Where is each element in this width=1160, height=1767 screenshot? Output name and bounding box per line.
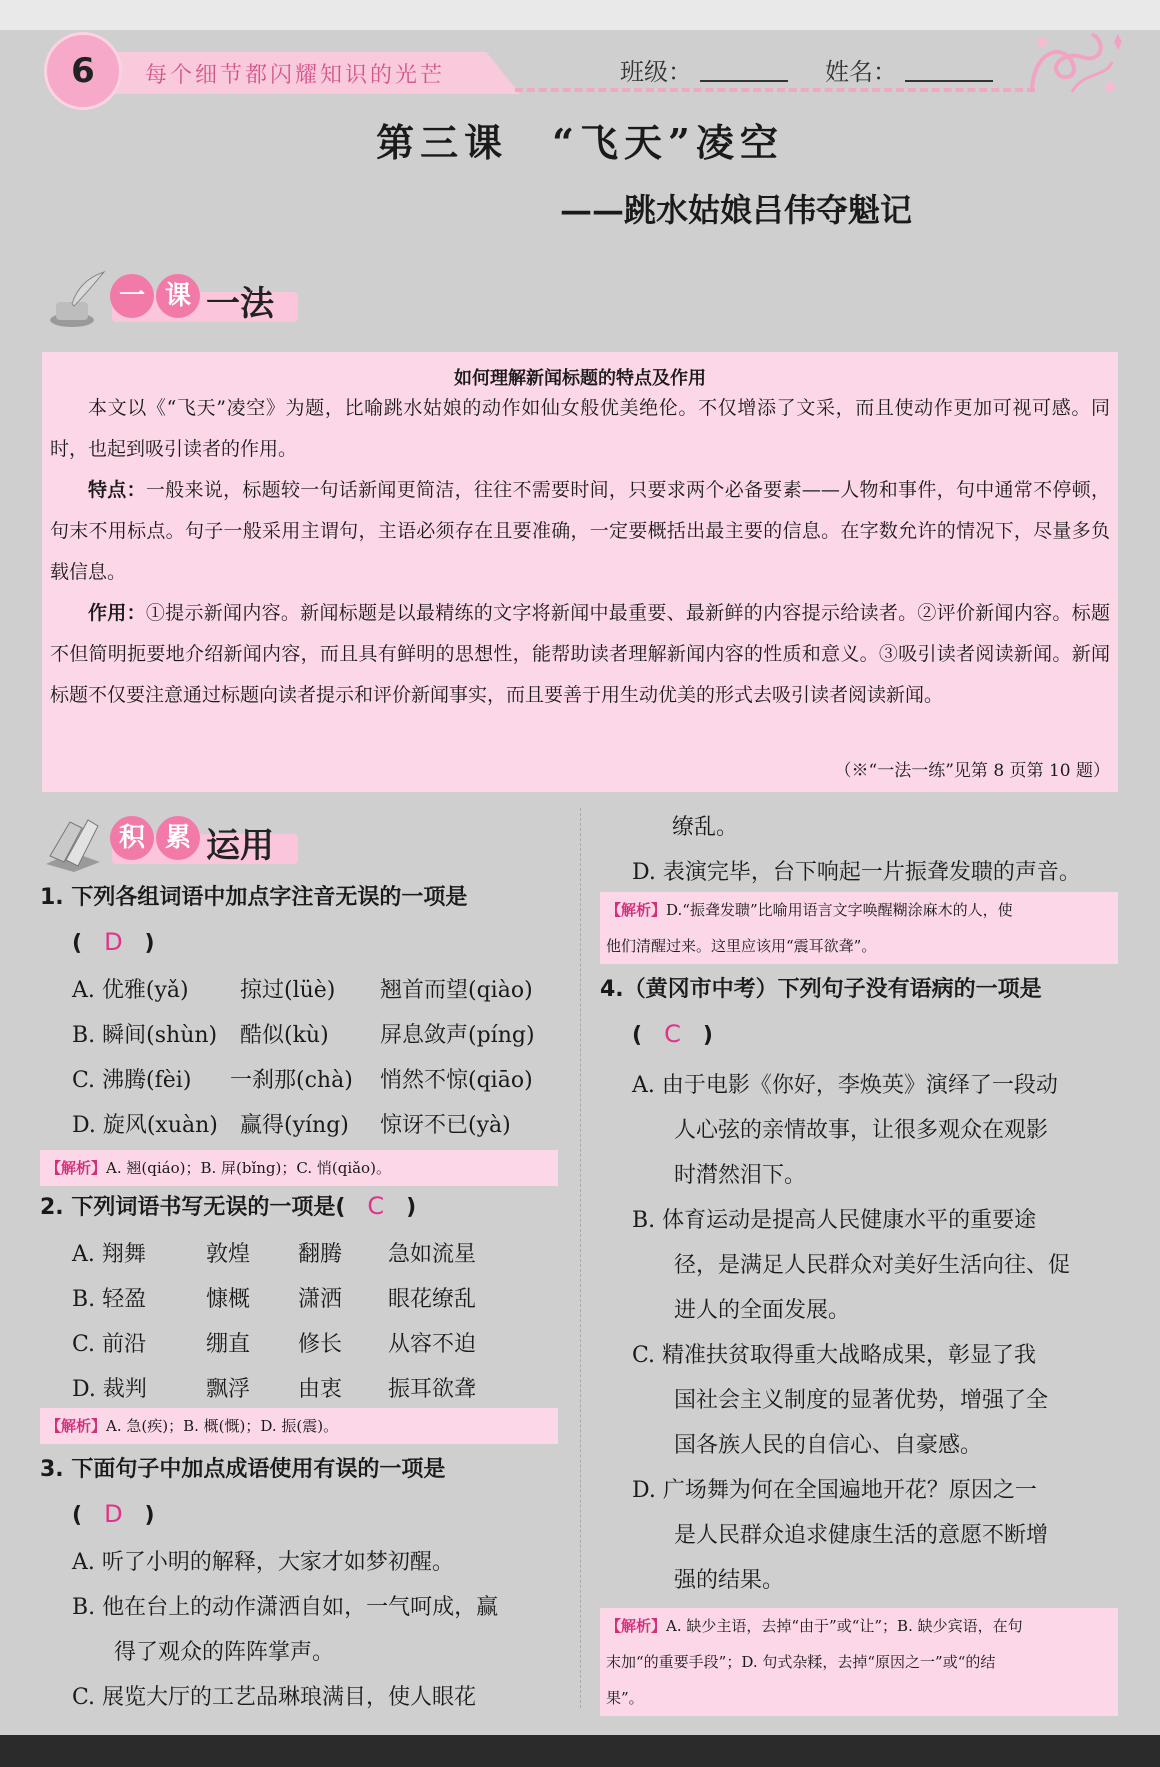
q1-explanation-text: A. 翘(qiáo)；B. 屏(bǐng)；C. 悄(qiǎo)。 — [106, 1159, 391, 1177]
q2-explanation-text: A. 急(疾)；B. 概(慨)；D. 振(震)。 — [106, 1417, 339, 1435]
q2-option-d-1: D. 裁判 — [72, 1377, 147, 1402]
q3-explanation-line2: 他们清醒过来。这里应该用“震耳欲聋”。 — [606, 937, 877, 955]
q3-explanation-tag: 【解析】 — [606, 901, 667, 919]
q1-option-a-word2: 掠过(lüè) — [240, 978, 336, 1003]
features-text: 一般来说，标题较一句话新闻更简洁，往往不需要时间，只要求两个必备要素——人物和事件，句中通常不停顿，句末不用标点。句子一般采用主谓句，主语必须存在且要准确，一定要概括出最主要的信息。在字数允许的情况下，尽量多负载信息。 — [50, 479, 1110, 583]
q4-explanation-line1: A. 缺少主语，去掉“由于”或“让”；B. 缺少宾语，在句 — [666, 1617, 1023, 1635]
q3-stem: 3. 下面句子中加点成语使用有误的一项是 — [40, 1457, 446, 1482]
flourish-decoration-icon — [1022, 22, 1122, 102]
q3-explanation-line1: D.“振聋发聩”比喻用语言文字唤醒糊涂麻木的人，使 — [666, 901, 1013, 919]
header-motto: 每个细节都闪耀知识的光芒 — [145, 63, 446, 88]
q2-option-a-4: 急如流星 — [388, 1242, 477, 1267]
q2-option-c-2: 绷直 — [206, 1332, 251, 1357]
q1-option-d-word3: 惊讶不已(yà) — [380, 1113, 511, 1138]
q4-explanation-line2: 末加“的重要手段”；D. 句式杂糅，去掉“原因之一”或“的结 — [606, 1653, 996, 1671]
q1-option-d-word1: D. 旋风(xuàn) — [72, 1113, 218, 1138]
q2-explanation — [40, 1408, 558, 1444]
q4-option-b-line1: B. 体育运动是提高人民健康水平的重要途 — [632, 1208, 1037, 1233]
q2-answer: C — [367, 1192, 385, 1220]
q4-option-d-line3: 强的结果。 — [674, 1568, 785, 1593]
q4-option-b-line3: 进人的全面发展。 — [674, 1298, 851, 1323]
q4-option-c-line1: C. 精准扶贫取得重大战略成果，彰显了我 — [632, 1343, 1037, 1368]
q2-option-a-3: 翻腾 — [298, 1242, 343, 1267]
functions-label: 作用： — [88, 602, 146, 624]
method-circle-1: 一 — [110, 274, 154, 318]
q1-option-c-word2: 一刹那(chà) — [230, 1068, 353, 1093]
q4-option-d-line2: 是人民群众追求健康生活的意愿不断增 — [674, 1523, 1049, 1548]
q1-option-b-word2: 酷似(kù) — [240, 1023, 329, 1048]
q1-answer: D — [104, 928, 123, 956]
q2-option-b-1: B. 轻盈 — [72, 1287, 147, 1312]
q2-option-b-3: 潇洒 — [298, 1287, 343, 1312]
method-paragraph-3 — [50, 593, 1110, 716]
page-number: 6 — [44, 32, 122, 110]
books-icon — [42, 812, 106, 872]
q4-option-c-line2: 国社会主义制度的显著优势，增强了全 — [674, 1388, 1049, 1413]
q4-option-b-line2: 径，是满足人民群众对美好生活向往、促 — [674, 1253, 1071, 1278]
q1-option-b-word1: B. 瞬间(shùn) — [72, 1023, 218, 1048]
q2-option-c-1: C. 前沿 — [72, 1332, 147, 1357]
q1-answer-blank: ( D ) — [72, 928, 155, 956]
q1-stem: 1. 下列各组词语中加点字注音无误的一项是 — [40, 885, 468, 910]
q2-option-d-4: 振耳欲聋 — [388, 1377, 477, 1402]
method-paragraph-2 — [50, 470, 1110, 593]
q4-answer-blank: ( C ) — [632, 1020, 713, 1048]
viewer-bottom-bar — [0, 1735, 1160, 1767]
q2-stem: 2. 下列词语书写无误的一项是( C ) — [40, 1192, 417, 1220]
name-blank — [905, 80, 993, 82]
q3-answer-blank: ( D ) — [72, 1500, 155, 1528]
method-heading-text: 一法 — [206, 284, 274, 324]
q2-option-b-4: 眼花缭乱 — [388, 1287, 477, 1312]
q2-stem-text: 2. 下列词语书写无误的一项是( — [40, 1195, 346, 1220]
q2-option-a-1: A. 翔舞 — [72, 1242, 146, 1267]
q2-option-d-2: 飘浮 — [206, 1377, 251, 1402]
q1-option-c-word1: C. 沸腾(fèi) — [72, 1068, 192, 1093]
q2-option-b-2: 慷概 — [206, 1287, 251, 1312]
q4-option-a-line3: 时潸然泪下。 — [674, 1163, 807, 1188]
name-label: 姓名： — [825, 58, 897, 86]
q3-option-d: D. 表演完毕，台下响起一片振聋发聩的声音。 — [632, 860, 1081, 885]
q1-explanation-tag: 【解析】 — [46, 1159, 107, 1177]
q2-option-c-4: 从容不迫 — [388, 1332, 477, 1357]
q3-option-b-line1: B. 他在台上的动作潇洒自如，一气呵成，赢 — [72, 1595, 499, 1620]
q1-explanation — [40, 1150, 558, 1186]
method-circle-2: 课 — [156, 274, 200, 318]
q4-explanation — [600, 1608, 1118, 1716]
q3-answer: D — [104, 1500, 123, 1528]
q3-option-b-line2: 得了观众的阵阵掌声。 — [114, 1640, 335, 1665]
q4-option-a-line2: 人心弦的亲情故事，让很多观众在观影 — [674, 1118, 1049, 1143]
q4-option-d-line1: D. 广场舞为何在全国遍地开花？原因之一 — [632, 1478, 1037, 1503]
q2-option-d-3: 由衷 — [298, 1377, 343, 1402]
method-box — [42, 352, 1118, 792]
q4-stem: 4.（黄冈市中考）下列句子没有语病的一项是 — [600, 977, 1042, 1002]
q3-option-a: A. 听了小明的解释，大家才如梦初醒。 — [72, 1550, 454, 1575]
method-note: （※“一法一练”见第 8 页第 10 题） — [834, 761, 1110, 781]
q2-option-a-2: 敦煌 — [206, 1242, 251, 1267]
q1-option-d-word2: 赢得(yíng) — [240, 1113, 349, 1138]
method-box-title: 如何理解新闻标题的特点及作用 — [454, 368, 706, 389]
class-blank — [700, 80, 788, 82]
features-label: 特点： — [88, 479, 146, 501]
class-label: 班级： — [620, 58, 692, 86]
q4-answer: C — [664, 1020, 681, 1048]
method-section-heading — [42, 270, 302, 326]
q4-option-c-line3: 国各族人民的自信心、自豪感。 — [674, 1433, 983, 1458]
header-dashed-line — [515, 88, 1035, 92]
practice-section-heading — [42, 812, 302, 868]
q1-option-a-word3: 翘首而望(qiào) — [380, 978, 533, 1003]
practice-heading-text: 运用 — [206, 826, 274, 866]
q3-option-c-line1: C. 展览大厅的工艺品琳琅满目，使人眼花 — [72, 1685, 477, 1710]
q1-option-b-word3: 屏息敛声(píng) — [380, 1023, 535, 1048]
q3-option-c-line2: 缭乱。 — [672, 815, 739, 840]
functions-text: ①提示新闻内容。新闻标题是以最精练的文字将新闻中最重要、最新鲜的内容提示给读者。②评价新闻内容。标题不但简明扼要地介绍新闻内容，而且具有鲜明的思想性，能帮助读者理解新闻内容的性质和意义。③吸引读者阅读新闻。新闻标题不仅要注意通过标题向读者提示和评价新闻事实，而且要善于用生动优美的形式去吸引读者阅读新闻。 — [50, 602, 1110, 706]
method-paragraph-1: 本文以《“飞天”凌空》为题，比喻跳水姑娘的动作如仙女般优美绝伦。不仅增添了文采，而且使动作更加可视可感。同时，也起到吸引读者的作用。 — [50, 397, 1110, 460]
practice-circle-1: 积 — [110, 816, 154, 860]
q4-explanation-line3: 果”。 — [606, 1689, 644, 1707]
q4-explanation-tag: 【解析】 — [606, 1617, 667, 1635]
lesson-subtitle: ——跳水姑娘吕伟夺魁记 — [560, 191, 913, 229]
inkwell-quill-icon — [42, 270, 106, 330]
q3-explanation — [600, 892, 1118, 964]
column-separator — [580, 808, 581, 1708]
lesson-title: 第三课 “飞天”凌空 — [376, 120, 784, 165]
q4-option-a-line1: A. 由于电影《你好，李焕英》演绎了一段动 — [632, 1073, 1058, 1098]
q1-option-a-word1: A. 优雅(yǎ) — [72, 978, 189, 1003]
q2-explanation-tag: 【解析】 — [46, 1417, 107, 1435]
q2-option-c-3: 修长 — [298, 1332, 343, 1357]
q1-option-c-word3: 悄然不惊(qiāo) — [380, 1068, 533, 1093]
practice-circle-2: 累 — [156, 816, 200, 860]
